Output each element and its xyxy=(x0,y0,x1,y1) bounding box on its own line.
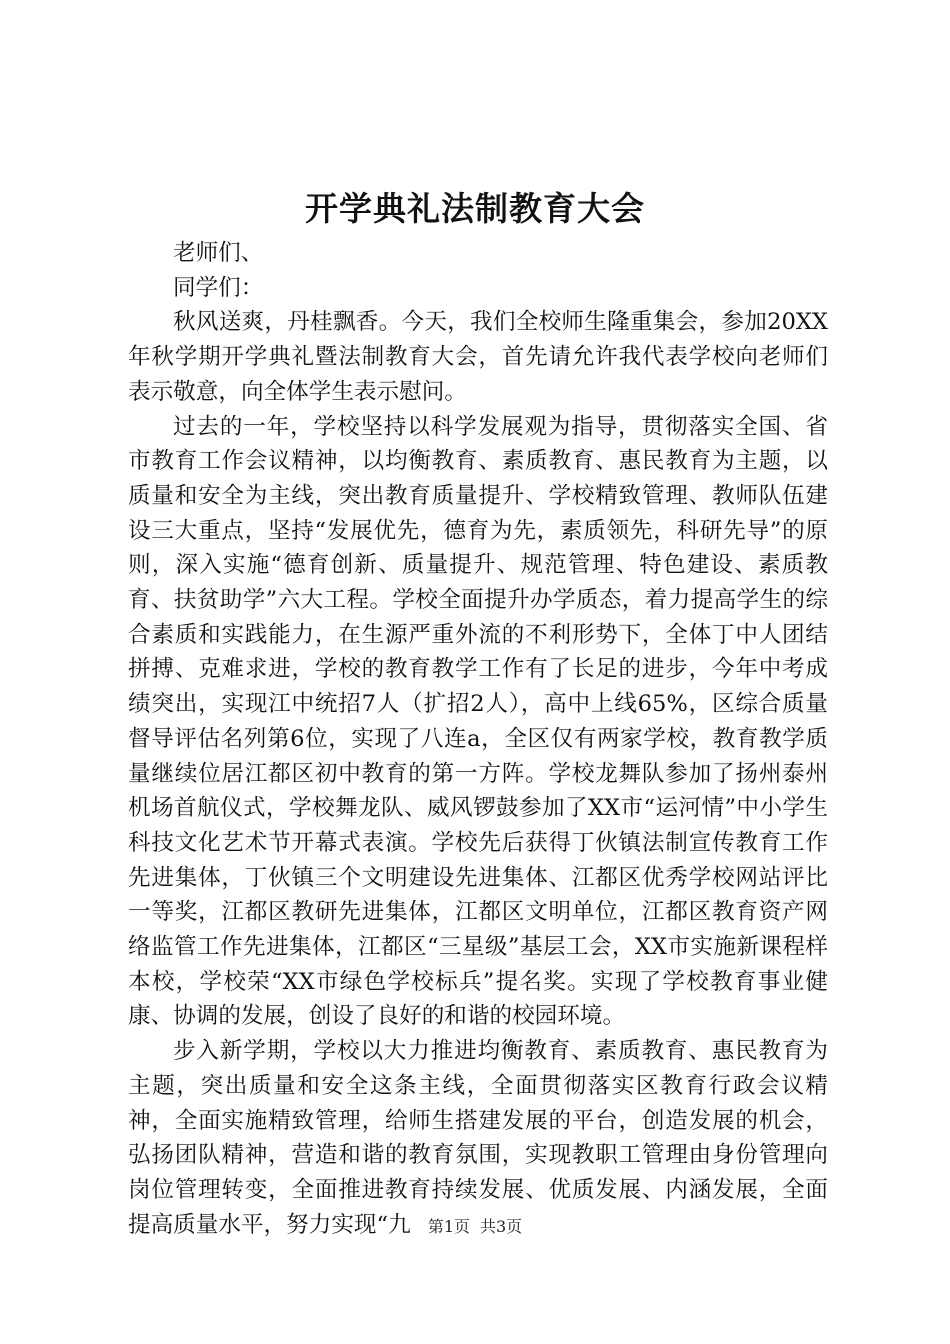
salutation-teachers: 老师们、 xyxy=(173,240,264,266)
salutation-students: 同学们： xyxy=(173,274,264,301)
paragraph-new-semester: 步入新学期，学校以大力推进均衡教育、素质教育、惠民教育为主题，突出质量和安全这条主线，全面贯彻落实区教育行政会议精神，全面实施精致管理，给师生搭建发展的平台，创造发展的机会，弘扬团队精神，营造和谐的教育氛围，实现教职工管理由身份管理向岗位管理转变，全面推进教育持续发展、优质发展、内涵发展，全面提高质量水平，努力实现“九 xyxy=(128,1038,828,1238)
document-title: 开学典礼法制教育大会 xyxy=(305,189,645,228)
page-total: 共3页 xyxy=(480,1217,523,1236)
page-number: 第1页 xyxy=(427,1217,470,1236)
page-footer xyxy=(0,1216,950,1238)
paragraph-review: 过去的一年，学校坚持以科学发展观为指导，贯彻落实全国、省市教育工作会议精神，以均衡教育、素质教育、惠民教育为主题，以质量和安全为主线，突出教育质量提升、学校精致管理、教师队伍建设三大重点，坚持“发展优先，德育为先，素质领先，科研先导”的原则，深入实施“德育创新、质量提升、规范管理、特色建设、素质教育、扶贫助学”六大工程。学校全面提升办学质态，着力提高学生的综合素质和实践能力，在生源严重外流的不利形势下，全体丁中人团结拼搏、克难求进，学校的教育教学工作有了长足的进步，今年中考成绩突出，实现江中统招7人（扩招2人），高中上线65%，区综合质量督导评估名列第6位，实现了八连a，全区仅有两家学校，教育教学质量继续位居江都区初中教育的第一方阵。学校龙舞队参加了扬州泰州机场首航仪式，学校舞龙队、威风锣鼓参加了XX市“运河情”中小学生科技文化艺术节开幕式表演。学校先后获得丁伙镇法制宣传教育工作先进集体，丁伙镇三个文明建设先进集体、江都区优秀学校网站评比一等奖，江都区教研先进集体，江都区文明单位，江都区教育资产网络监管工作先进集体，江都区“三星级”基层工会，XX市实施新课程样本校，学校荣“XX市绿色学校标兵”提名奖。实现了学校教育事业健康、协调的发展，创设了良好的和谐的校园环境。 xyxy=(128,413,828,1030)
document-body xyxy=(128,236,828,1242)
paragraph-opening: 秋风送爽，丹桂飘香。今天，我们全校师生隆重集会，参加20XX年秋学期开学典礼暨法制教育大会，首先请允许我代表学校向老师们表示敬意，向全体学生表示慰问。 xyxy=(128,309,828,405)
